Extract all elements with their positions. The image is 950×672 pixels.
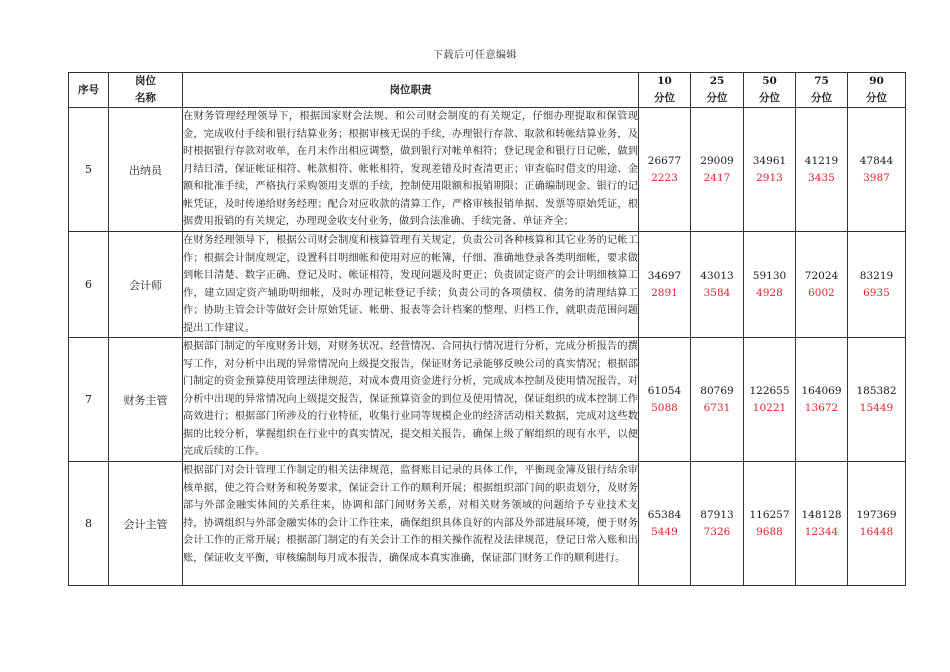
annual-value: 83219 — [859, 269, 894, 282]
table-header-row — [69, 73, 906, 108]
row-index: 5 — [69, 108, 109, 232]
row-p50 — [744, 338, 796, 462]
annual-value: 122655 — [749, 384, 790, 397]
header-p25-value: 25 — [709, 75, 725, 87]
annual-value: 72024 — [804, 269, 839, 282]
header-index: 序号 — [69, 73, 109, 108]
annual-value: 116257 — [749, 508, 790, 521]
annual-value: 41219 — [804, 154, 839, 167]
row-p75 — [796, 338, 848, 462]
monthly-value: 16448 — [859, 525, 894, 538]
row-duty: 在财务经理领导下，根据公司财会制度和核算管理有关规定，负责公司各种核算和其它业务的记帐工作；根据会计制度规定，设置科目明细帐和使用对应的帐簿，仔细、准确地登录各类明细帐，要求做到帐目清楚、数字正确、登记及时、帐证相符，发现问题及时更正；负责固定资产的会计明细核算工作，建立固定资产辅助明细帐，及时办理记帐登记手续；负责公司的各项债权、债务的清理结算工作；协助主管会计等做好会计原始凭证、帐册、报表等会计档案的整理、归档工作，就职责范围问题提出工作建议。 — [183, 232, 639, 338]
annual-value: 43013 — [700, 269, 734, 282]
annual-value: 87913 — [700, 508, 734, 521]
row-p25 — [691, 232, 744, 338]
annual-value: 26677 — [647, 154, 682, 167]
annual-value: 34697 — [647, 269, 682, 282]
row-p25 — [691, 338, 744, 462]
monthly-value: 3584 — [703, 286, 731, 299]
monthly-value: 5449 — [651, 525, 678, 538]
row-p90 — [848, 108, 906, 232]
table-row — [69, 108, 906, 232]
monthly-value: 6935 — [863, 286, 890, 299]
salary-table — [68, 72, 906, 586]
monthly-value: 4928 — [756, 286, 783, 299]
header-position-line1: 岗位 — [135, 75, 156, 87]
header-p10-value: 10 — [657, 75, 672, 87]
header-p25-label: 分位 — [706, 92, 728, 104]
row-p50 — [744, 462, 796, 586]
header-p50-label: 分位 — [759, 92, 780, 104]
monthly-value: 6002 — [808, 286, 835, 299]
row-p10 — [639, 108, 691, 232]
header-p90-label: 分位 — [866, 92, 887, 104]
header-p75-label: 分位 — [811, 92, 832, 104]
annual-value: 61054 — [647, 384, 682, 397]
row-index: 7 — [69, 338, 109, 462]
monthly-value: 10221 — [752, 401, 787, 414]
row-p75 — [796, 232, 848, 338]
row-p90 — [848, 232, 906, 338]
header-p25 — [691, 73, 744, 108]
header-p10-label: 分位 — [654, 92, 675, 104]
monthly-value: 12344 — [804, 525, 839, 538]
row-p90 — [848, 338, 906, 462]
row-position: 会计主管 — [109, 462, 183, 586]
row-p75 — [796, 462, 848, 586]
annual-value: 80769 — [700, 384, 734, 397]
row-p50 — [744, 108, 796, 232]
header-p50 — [744, 73, 796, 108]
row-duty: 根据部门对会计管理工作制定的相关法律规范，监督账目记录的具体工作，平衡现金簿及银行结余审核单据，使之符合财务和税务要求，保证会计工作的顺利开展；根据组织部门间的职责划分，及财务部与外部金融实体间的关系往来，协调和部门间财务关系，对相关财务领域的问题给予专业技术支持，协调组织与外部金融实体的会计工作往来，确保组织具体良好的内部及外部进展环境，便于财务会计工作的正常开展；根据部门制定的有关会计工作的相关操作流程及法律规范，登记日常入账和出账，保证收支平衡，审核编制每月成本报告，确保成本真实准确，保证部门财务工作的顺利进行。 — [183, 462, 639, 586]
annual-value: 59130 — [752, 269, 787, 282]
annual-value: 197369 — [856, 508, 897, 521]
annual-value: 65384 — [647, 508, 682, 521]
page-header-note: 下载后可任意编辑 — [433, 50, 517, 61]
header-p90 — [848, 73, 906, 108]
monthly-value: 3987 — [863, 171, 890, 184]
header-position-line2: 名称 — [135, 92, 156, 104]
row-position: 财务主管 — [109, 338, 183, 462]
row-p10 — [639, 232, 691, 338]
row-p10 — [639, 462, 691, 586]
row-position: 出纳员 — [109, 108, 183, 232]
annual-value: 34961 — [752, 154, 787, 167]
row-index: 8 — [69, 462, 109, 586]
row-p25 — [691, 108, 744, 232]
monthly-value: 2891 — [651, 286, 678, 299]
table-row — [69, 232, 906, 338]
monthly-value: 6731 — [703, 401, 731, 414]
annual-value: 29009 — [700, 154, 734, 167]
annual-value: 148128 — [801, 508, 842, 521]
annual-value: 185382 — [856, 384, 897, 397]
table-row — [69, 462, 906, 586]
monthly-value: 3435 — [808, 171, 835, 184]
row-index: 6 — [69, 232, 109, 338]
header-p10 — [639, 73, 691, 108]
annual-value: 164069 — [801, 384, 842, 397]
header-p50-value: 50 — [762, 75, 777, 87]
header-duty: 岗位职责 — [183, 73, 639, 108]
table-row — [69, 338, 906, 462]
header-p75-value: 75 — [814, 75, 829, 87]
header-p75 — [796, 73, 848, 108]
monthly-value: 9688 — [756, 525, 783, 538]
header-position — [109, 73, 183, 108]
row-p50 — [744, 232, 796, 338]
header-p90-value: 90 — [869, 75, 884, 87]
monthly-value: 15449 — [859, 401, 894, 414]
row-position: 会计师 — [109, 232, 183, 338]
monthly-value: 2223 — [651, 171, 678, 184]
monthly-value: 13672 — [804, 401, 839, 414]
monthly-value: 2417 — [703, 171, 731, 184]
monthly-value: 7326 — [703, 525, 731, 538]
row-p75 — [796, 108, 848, 232]
monthly-value: 2913 — [756, 171, 783, 184]
monthly-value: 5088 — [651, 401, 678, 414]
row-duty: 根据部门制定的年度财务计划，对财务状况、经营情况、合同执行情况进行分析，完成分析报告的撰写工作，对分析中出现的异常情况向上级提交报告，保证财务记录能够反映公司的真实情况；根据部门制定的资金预算使用管理法律规范，对成本费用资金进行分析，完成成本控制及使用情况报告，对分析中出现的异常情况向上级提交报告，保证预算资金的到位及使用情况，保证组织的成本控制工作高效进行；根据部门所涉及的行业特征，收集行业同等规模企业的经济活动相关数据，完成对这些数据的比较分析，掌握组织在行业中的真实情况，提交相关报告，确保上级了解组织的现有水平，以便完成后续的工作。 — [183, 338, 639, 462]
annual-value: 47844 — [859, 154, 894, 167]
row-p25 — [691, 462, 744, 586]
row-p90 — [848, 462, 906, 586]
row-duty: 在财务管理经理领导下，根据国家财会法规、和公司财会制度的有关规定，仔细办理提取和保管现金，完成收付手续和银行结算业务；根据审核无误的手续，办理银行存款、取款和转帐结算业务，及时根据银行存款对收单，在月末作出相应调整，做到银行对帐单相符；登记现金和银行日记帐，做到月结日清，保证帐证相符、帐款相符、帐帐相符，发现差错及时查清更正；审查临时借支的用途、金额和批准手续，严格执行采购领用支票的手续，控制使用限额和报销期限；正确编制现金、银行的记帐凭证，及时传递给财务经理；配合对应收款的清算工作，严格审核报销单据、发票等原始凭证，根据费用报销的有关规定，办理现金收支付业务，做到合法准确、手续完备、单证齐全； — [183, 108, 639, 232]
row-p10 — [639, 338, 691, 462]
